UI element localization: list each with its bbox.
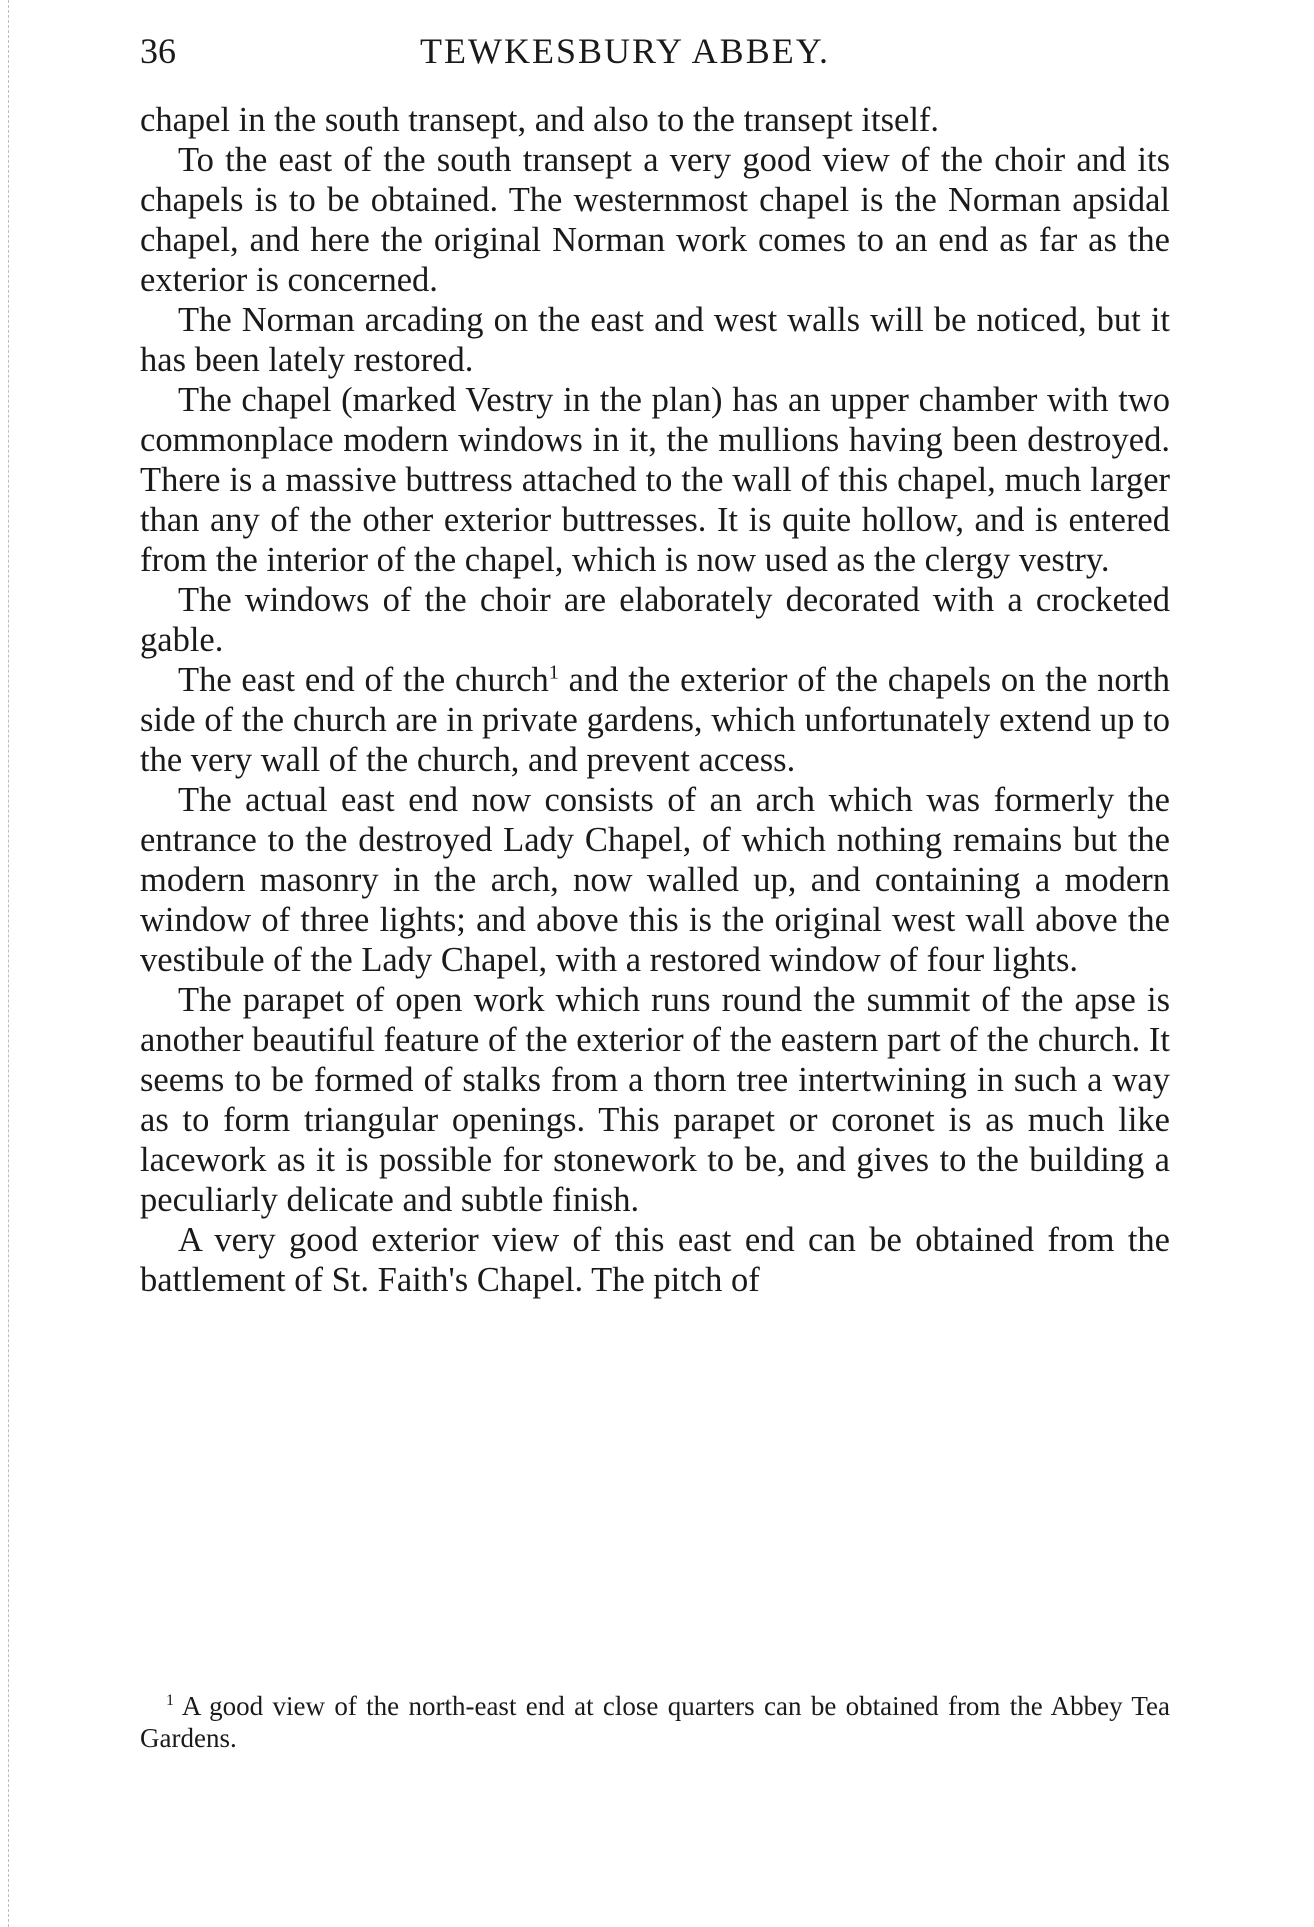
footnote-reference-mark: 1 <box>548 661 559 684</box>
paragraph: The parapet of open work which runs round the summit of the apse is another beautiful feature of the exterior of the eastern part of the church. It seems to be formed of stalks from a thorn tree intertwining in such a way as to form triangular openings. This parapet or coronet is as much like lacework as it is possible for stonework to be, and gives to the building a peculiarly delicate and subtle finish. <box>140 981 1170 1219</box>
paragraph: To the east of the south transept a very good view of the choir and its chapels is to be obtained. The westernmost chapel is the Norman apsidal chapel, and here the original Norman work comes to an end as far as the exterior is concerned. <box>140 141 1170 299</box>
paragraph: The Norman arcading on the east and west walls will be noticed, but it has been lately restored. <box>140 301 1170 379</box>
footnote <box>140 1690 1170 1754</box>
footnote-mark: 1 <box>166 1692 174 1709</box>
paragraph-with-footnote <box>140 660 1170 780</box>
paragraph: The actual east end now consists of an arch which was formerly the entrance to the destroyed Lady Chapel, of which nothing remains but the modern masonry in the arch, now walled up, and containing a modern window of three lights; and above this is the original west wall above the vestibule of the Lady Chapel, with a restored window of four lights. <box>140 781 1170 979</box>
running-head <box>140 26 1170 76</box>
body-text <box>140 100 1170 1300</box>
page-number: 36 <box>140 31 176 71</box>
paragraph-text-before-mark: The east end of the church <box>178 661 549 699</box>
paragraph-text-after-mark: and the exterior of the chapels on the north side of the church are in private gardens, which unfortunately extend up to the very wall of the church, and prevent access. <box>140 661 1170 779</box>
running-title: TEWKESBURY ABBEY. <box>420 31 831 71</box>
footnote-text: A good view of the north-east end at close quarters can be obtained from the Abbey Tea Gardens. <box>140 1691 1170 1753</box>
page-edge-line <box>8 0 9 1927</box>
paragraph: The chapel (marked Vestry in the plan) has an upper chamber with two commonplace modern windows in it, the mullions having been destroyed. There is a massive buttress attached to the wall of this chapel, much larger than any of the other exterior buttresses. It is quite hollow, and is entered from the interior of the chapel, which is now used as the clergy vestry. <box>140 381 1170 579</box>
paragraph: A very good exterior view of this east end can be obtained from the battlement of St. Faith's Chapel. The pitch of <box>140 1221 1170 1299</box>
paragraph: chapel in the south transept, and also to the transept itself. <box>140 101 940 139</box>
paragraph: The windows of the choir are elaborately decorated with a crocketed gable. <box>140 581 1170 659</box>
